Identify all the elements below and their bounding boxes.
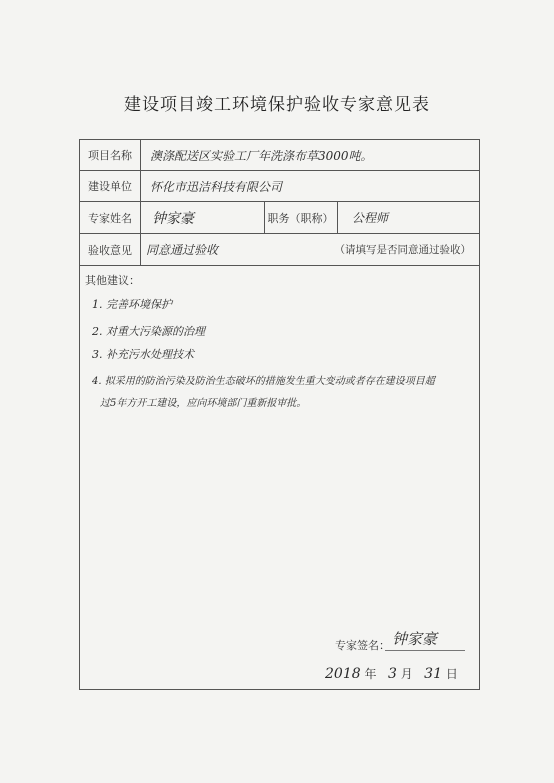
expert-signature: 钟家豪 <box>392 630 438 648</box>
form-title: 建设项目竣工环境保护验收专家意见表 <box>124 95 430 115</box>
other-suggestions-label: 其他建议： <box>85 274 140 287</box>
date-year-unit: 年 <box>364 667 377 681</box>
opinion-form <box>79 139 480 690</box>
unit-row <box>80 171 479 202</box>
project-name-row <box>80 140 479 171</box>
date-year: 2018 <box>325 666 361 682</box>
unit-value: 怀化市迅洁科技有限公司 <box>150 180 283 194</box>
position-label: 职务（职称） <box>267 211 334 225</box>
signature-label: 专家签名： <box>335 639 390 652</box>
date-day: 31 <box>424 666 442 682</box>
column-divider <box>337 202 338 233</box>
signature-date <box>325 665 458 682</box>
suggestion-item: 1. 完善环境保护 <box>92 298 172 311</box>
column-divider <box>140 140 141 170</box>
opinion-note: （请填写是否同意通过验收） <box>334 244 471 256</box>
expert-label: 专家姓名 <box>88 211 132 225</box>
column-divider <box>140 234 141 265</box>
suggestion-item: 3. 补充污水处理技术 <box>92 348 194 361</box>
opinion-row <box>80 234 479 266</box>
column-divider <box>140 202 141 233</box>
date-day-unit: 日 <box>445 667 458 681</box>
expert-value: 钟家豪 <box>152 211 194 227</box>
opinion-value: 同意通过验收 <box>146 243 219 257</box>
unit-label: 建设单位 <box>88 180 132 193</box>
opinion-label: 验收意见 <box>88 243 132 257</box>
project-name-label: 项目名称 <box>88 149 132 162</box>
expert-row <box>80 202 479 234</box>
suggestion-item: 2. 对重大污染源的治理 <box>92 325 205 338</box>
date-month: 3 <box>387 666 397 682</box>
suggestion-item: 过5年方开工建设，应向环境部门重新报审批。 <box>100 398 307 409</box>
suggestion-item: 4. 拟采用的防治污染及防治生态破坏的措施发生重大变动或者存在建设项目超 <box>92 376 435 387</box>
position-value: 公程师 <box>352 211 389 225</box>
date-month-unit: 月 <box>400 667 413 681</box>
column-divider <box>140 171 141 201</box>
project-name-value: 澳涤配送区实验工厂年洗涤布草3000吨。 <box>150 149 373 163</box>
signature-line <box>385 650 465 651</box>
